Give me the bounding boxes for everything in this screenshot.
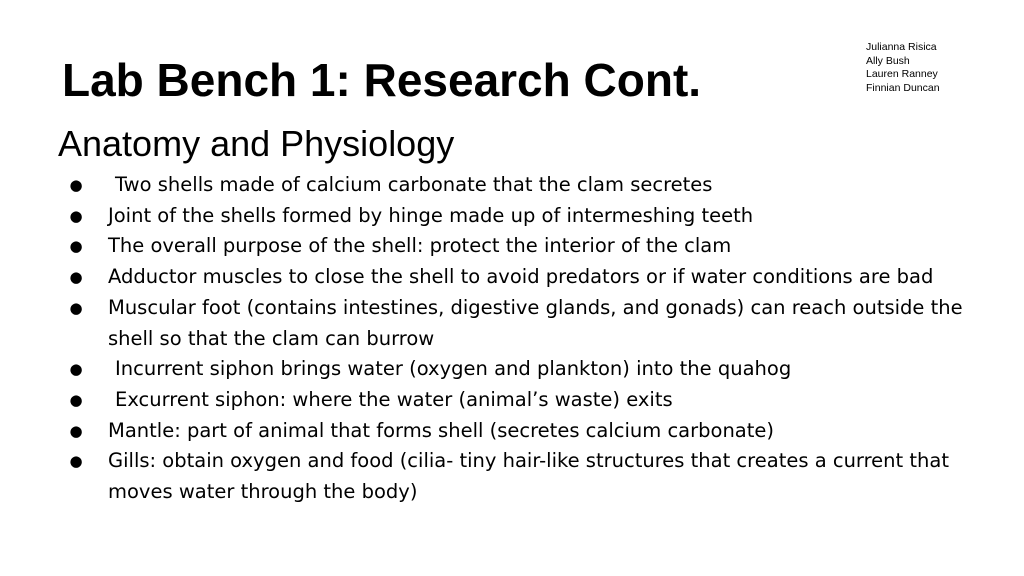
bullet-item — [68, 262, 968, 293]
bullet-text: Excurrent siphon: where the water (animal’s waste) exits — [115, 387, 673, 411]
bullet-text: Incurrent siphon brings water (oxygen and plankton) into the quahog — [115, 357, 792, 381]
bullet-text: Mantle: part of animal that forms shell (secretes calcium carbonate) — [108, 418, 775, 442]
bullet-dot-icon: ● — [69, 176, 83, 194]
slide-title: Lab Bench 1: Research Cont. — [62, 54, 702, 106]
bullet-dot-icon: ● — [69, 206, 83, 225]
bullet-dot-icon: ● — [69, 237, 83, 256]
bullet-text: Gills: obtain oxygen and food (cilia- tiny hair-like structures that creates a current that moves water through the body) — [108, 449, 949, 504]
author-name: Finnian Duncan — [866, 82, 940, 95]
bullet-item — [68, 446, 968, 507]
bullet-item — [68, 201, 968, 232]
bullet-dot-icon: ● — [69, 268, 83, 287]
bullet-item — [68, 293, 968, 354]
bullet-dot-icon: ● — [69, 390, 83, 409]
bullet-item — [68, 385, 968, 416]
bullet-text: Joint of the shells formed by hinge made up of intermeshing teeth — [108, 203, 754, 227]
author-name: Ally Bush — [866, 54, 910, 67]
bullet-text: Muscular foot (contains intestines, digestive glands, and gonads) can reach outside the shell so that the clam can burrow — [108, 295, 963, 350]
bullet-dot-icon: ● — [69, 452, 83, 471]
bullet-list — [68, 170, 968, 508]
bullet-text: The overall purpose of the shell: protect the interior of the clam — [108, 234, 732, 258]
bullet-item — [68, 354, 968, 385]
author-name: Julianna Risica — [866, 41, 937, 53]
bullet-item — [68, 231, 968, 262]
bullet-dot-icon: ● — [69, 298, 83, 317]
bullet-dot-icon: ● — [69, 360, 83, 379]
bullet-text: Two shells made of calcium carbonate that the clam secretes — [115, 173, 713, 196]
bullet-text: Adductor muscles to close the shell to avoid predators or if water conditions are bad — [108, 265, 934, 289]
bullet-item — [68, 416, 968, 447]
author-list — [866, 41, 940, 96]
section-heading: Anatomy and Physiology — [58, 123, 455, 164]
bullet-item — [68, 170, 968, 201]
author-name: Lauren Ranney — [866, 68, 938, 81]
bullet-dot-icon: ● — [69, 421, 83, 440]
